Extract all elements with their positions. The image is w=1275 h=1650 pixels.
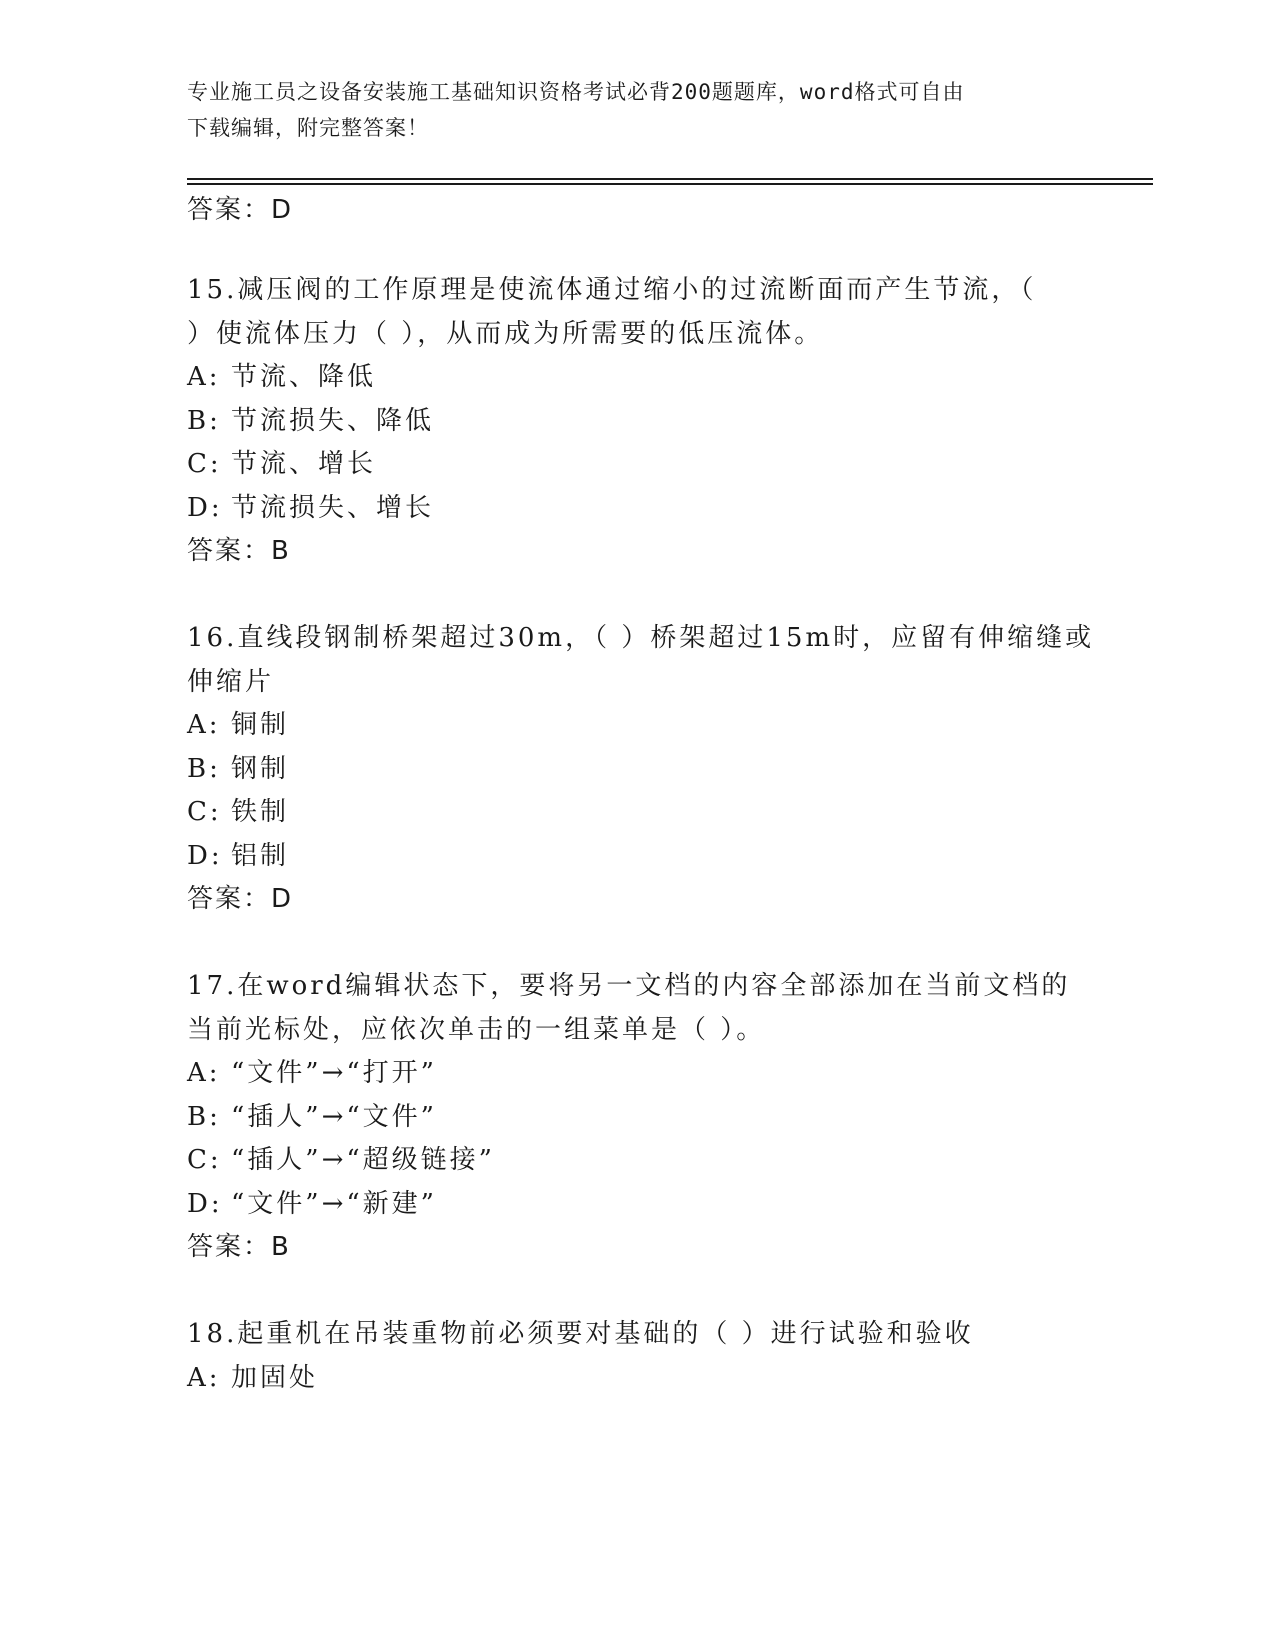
question-17-answer: 答案：B [187,1232,291,1262]
question-15-option-b [187,404,434,438]
question-16-option-b [187,752,289,786]
header-line-2: 下载编辑，附完整答案！ [187,116,429,140]
question-16-answer: 答案：D [187,884,294,914]
header-divider-top [187,178,1153,180]
option-letter: B: [187,1102,221,1132]
option-letter: A: [187,1363,221,1393]
option-text: 节流、降低 [231,362,377,392]
option-letter: D: [187,493,223,523]
question-17-option-b [187,1100,437,1134]
option-text: 加固处 [231,1363,319,1393]
option-letter: B: [187,754,221,784]
option-text: 铁制 [231,797,290,827]
question-15-option-c [187,447,376,481]
option-letter: B: [187,406,221,436]
question-17-stem-line-1: 17.在word编辑状态下，要将另一文档的内容全部添加在当前文档的 [187,971,1071,1001]
option-text: 钢制 [231,754,290,784]
question-17-option-a [187,1056,437,1090]
header-line-1: 专业施工员之设备安装施工基础知识资格考试必背200题题库，word格式可自由 [187,80,965,104]
question-16-stem-line-1: 16.直线段钢制桥架超过30m，（ ）桥架超过15m时，应留有伸缩缝或 [187,623,1095,653]
previous-answer: 答案：D [187,195,294,225]
option-text: “插人”→“超级链接” [231,1145,495,1175]
option-letter: C: [187,1145,222,1175]
question-16-option-a [187,708,289,742]
option-text: “文件”→“打开” [231,1058,437,1088]
option-letter: D: [187,841,223,871]
option-letter: C: [187,449,222,479]
question-16-stem-line-2: 伸缩片 [187,667,275,697]
question-15-stem-line-1: 15.减压阀的工作原理是使流体通过缩小的过流断面而产生节流，（ [187,275,1037,305]
option-text: 铝制 [231,841,290,871]
question-16-option-c [187,795,289,829]
option-text: “插人”→“文件” [231,1102,437,1132]
option-text: “文件”→“新建” [231,1189,437,1219]
option-text: 节流损失、增长 [231,493,435,523]
question-15-stem-line-2: ）使流体压力（ ），从而成为所需要的低压流体。 [187,319,824,349]
option-text: 铜制 [231,710,290,740]
question-18-stem-line-1: 18.起重机在吊装重物前必须要对基础的（ ）进行试验和验收 [187,1319,974,1349]
header-divider-bottom [187,183,1153,185]
question-15-option-d [187,491,434,525]
option-text: 节流损失、降低 [231,406,435,436]
question-15-option-a [187,360,376,394]
question-17-option-d [187,1187,437,1221]
question-16-option-d [187,839,289,873]
option-text: 节流、增长 [231,449,377,479]
question-17-option-c [187,1143,495,1177]
question-15-answer: 答案：B [187,536,291,566]
question-18-option-a [187,1361,318,1395]
option-letter: A: [187,362,221,392]
option-letter: D: [187,1189,223,1219]
option-letter: C: [187,797,222,827]
question-17-stem-line-2: 当前光标处，应依次单击的一组菜单是（ ）。 [187,1015,766,1045]
option-letter: A: [187,1058,221,1088]
option-letter: A: [187,710,221,740]
document-header [187,74,1087,146]
